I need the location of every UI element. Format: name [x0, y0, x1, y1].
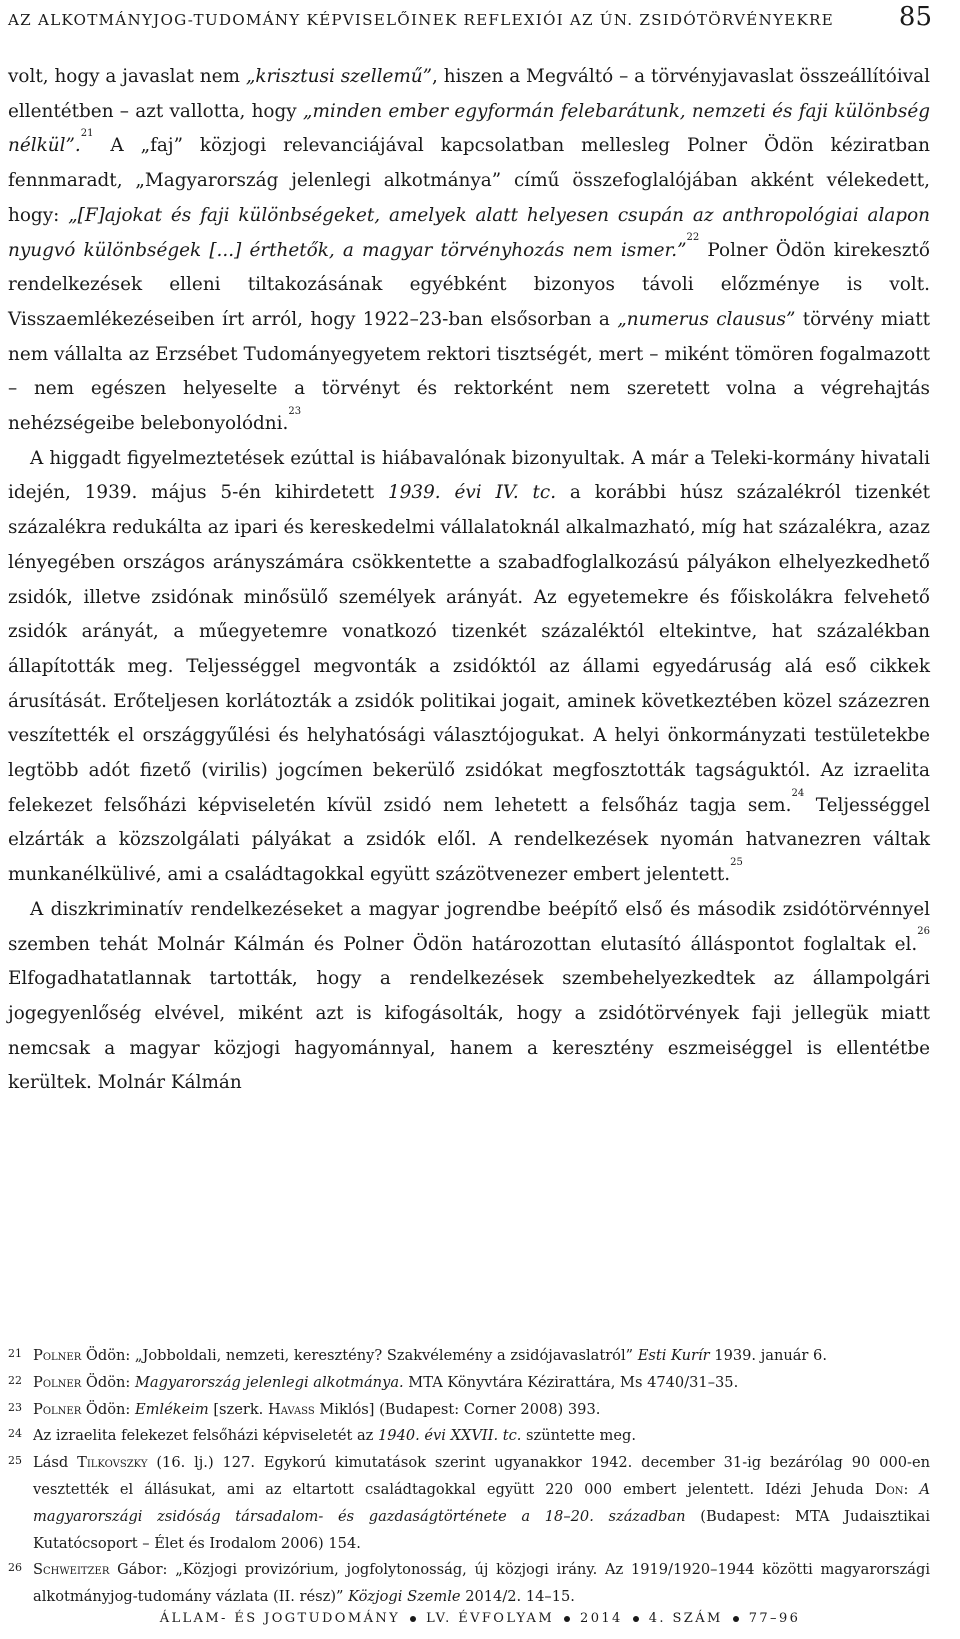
footnote-24 — [8, 1423, 930, 1450]
text-run: Teljességgel elzárták a közszolgálati pályákat a zsidók elől. A rendelkezések nyomán hatvanezren váltak munkanélkülivé, ami a családtagokkal együtt százötvenezer embert jelentett. — [8, 794, 931, 886]
text-run: Elfogadhatatlannak tartották, hogy a rendelkezések szembehelyezkedtek az állampolgári jogegyenlőség elvével, miként azt is kifogásolták, hogy a zsidótörvények faji jellegük miatt nemcsak a magyar közjogi hagyománnyal, hanem a keresztény eszmeiséggel is ellentétbe kerültek. Molnár Kálmán — [8, 968, 930, 1094]
footnote-author: Polner — [33, 1347, 82, 1364]
footnote-ref: 22 — [686, 232, 700, 244]
footnote-ref: 21 — [80, 128, 94, 140]
footnote-text: 1939. január 6. — [709, 1347, 827, 1364]
footnote-25 — [8, 1450, 930, 1557]
paragraph-3 — [8, 893, 930, 1101]
footnote-26 — [8, 1557, 930, 1611]
footnote-22 — [8, 1370, 930, 1397]
footnote-italic: Emlékeim — [134, 1400, 209, 1418]
footnote-text: [szerk. — [208, 1400, 268, 1418]
footnote-number: 23 — [8, 1400, 22, 1414]
footnote-text: 2014/2. 14–15. — [460, 1588, 575, 1606]
footnote-author: Don — [874, 1480, 904, 1498]
footnote-number: 26 — [8, 1561, 22, 1575]
footnote-text: Ödön: — [81, 1400, 135, 1418]
bullet-separator — [410, 1616, 416, 1622]
text-run: volt, hogy a javaslat nem — [8, 66, 246, 87]
footnote-number: 25 — [8, 1454, 22, 1468]
text-run: Polner Ödön kirekesztő rendelkezések elleni tiltakozásának egyébként bizonyos távoli előzménye is volt. Visszaemlékezéseiben írt arról, hogy 1922–23-ban elsősorban a — [8, 239, 930, 330]
footnote-editor: Havass — [267, 1400, 315, 1418]
quote-italic: „[F]ajokat és faji különbségeket, amelyek alatt helyesen csupán az anthropológiai alapon nyugvó különbségek [...] érthetők, a magyar törvényhozás nem ismer.” — [8, 204, 930, 261]
bullet-separator — [633, 1616, 639, 1622]
journal-footer — [0, 1611, 960, 1626]
footnote-author: Schweitzer — [33, 1561, 110, 1579]
text-run: , hiszen a Megváltó – a törvényjavaslat összeállítóival ellentétben – azt vallotta, hogy — [8, 66, 930, 122]
year: 2014 — [580, 1611, 623, 1626]
footnote-23 — [8, 1397, 930, 1424]
text-run: A diszkriminatív rendelkezéseket a magyar jogrendbe beépítő első és második zsidótörvénnyel szemben tehát Molnár Kálmán és Polner Ödön határozottan elutasító álláspontot foglaltak el. — [8, 898, 930, 955]
footnote-text: Ödön: „Jobboldali, nemzeti, keresztény? Szakvélemény a zsidójavaslatról” — [81, 1347, 638, 1364]
footnote-italic: A magyarországi zsidóság társadalom- és gazdaságtörténete a 18–20. században — [33, 1480, 930, 1525]
law-citation-italic: 1939. évi IV. tc. — [388, 482, 557, 504]
paragraph-2 — [8, 442, 930, 893]
footnote-ref: 26 — [917, 926, 930, 938]
volume: LV. ÉVFOLYAM — [426, 1611, 555, 1626]
footnote-number: 21 — [8, 1347, 22, 1360]
footnote-ref: 25 — [730, 857, 743, 869]
quote-italic: „krisztusi szellemű” — [245, 66, 433, 87]
page-number: 85 — [898, 2, 932, 32]
footnote-text: Az izraelita felekezet felsőházi képviseletét az — [33, 1427, 378, 1445]
footnote-21 — [8, 1343, 930, 1370]
quote-italic: „numerus clausus” — [617, 308, 796, 330]
text-run: a korábbi húsz százalékról tizenkét százalékra redukálta az ipari és kereskedelmi vállalatoknál alkalmazható, míg hat százalékra, azaz lényegében országos arányszámára csökkentette a szabadfoglalkozású pályákon elhelyezkedhető zsidók, illetve zsidónak minősülő személyek arányát. Az egyetemekre és főiskolákra felvehető zsidók arányát, a műegyetemre vonatkozó tizenkét százaléktól eltekintve, hat százalékban állapították meg. Teljességgel megvonták a zsidóktól az állami egyedáruság alá eső cikkek árusítását. Erőteljesen korlátozták a zsidók politikai jogait, aminek következtében közel százezren veszítették el országgyűlési és helyhatósági választójogukat. A helyi önkormányzati testületekbe legtöbb adót fizető (virilis) jogcímen bekerülő zsidókat megfosztották tagságuktól. Az izraelita felekezet felsőházi képviseletén kívül zsidó nem lehetett a felsőház tagja sem. — [8, 482, 930, 816]
bullet-separator — [733, 1616, 739, 1622]
footnote-text: szüntette meg. — [521, 1427, 636, 1445]
footnote-italic: Magyarország jelenlegi alkotmánya. — [134, 1373, 404, 1391]
footnote-ref: 24 — [791, 787, 805, 799]
text-run: törvény miatt nem vállalta az Erzsébet Tudományegyetem rektori tisztségét, mert – miként tömören fogalmazott – nem egészen helyeselte a törvényt és rektorként nem szeretett volna a végrehajtás nehézségeibe belebonyolódni. — [8, 308, 930, 435]
running-title: AZ ALKOTMÁNYJOG-TUDOMÁNY KÉPVISELŐINEK REFLEXIÓI AZ ÚN. ZSIDÓTÖRVÉNYEKRE — [8, 11, 834, 29]
quote-italic: „minden ember egyformán felebarátunk, nemzeti és faji különbség nélkül”. — [8, 100, 930, 157]
footnote-text: Lásd — [33, 1454, 78, 1472]
footnotes — [8, 1343, 930, 1611]
footnote-number: 22 — [8, 1373, 22, 1387]
footnote-author: Polner — [33, 1373, 82, 1391]
running-header — [8, 2, 932, 32]
footnote-ref: 23 — [288, 405, 302, 417]
page-range: 77–96 — [748, 1611, 801, 1626]
footnote-text: (16. lj.) 127. Egykorú kimutatások szerint ugyanakkor 1942. december 31-ig bezárólag 90 000-en vesztették el állásukat, ami az eltartott családtagokkal együtt 220 000 embert jelentett. Idézi Jehuda — [33, 1454, 930, 1498]
footnote-text: (Budapest: MTA Judaisztikai Kutatócsoport – Élet és Irodalom 2006) 154. — [33, 1507, 930, 1552]
footnote-author: Polner — [33, 1400, 82, 1418]
issue: 4. SZÁM — [648, 1611, 723, 1626]
footnote-text: Ödön: — [81, 1373, 135, 1391]
footnote-author: Tilkovszky — [77, 1454, 148, 1472]
text-run: A „faj” közjogi relevanciájával kapcsolatban mellesleg Polner Ödön kéziratban fennmaradt, „Magyarország jelenlegi alkotmánya” című összefoglalójában akként vélekedett, hogy: — [8, 135, 930, 226]
footnote-text: MTA Könyvtára Kézirattára, Ms 4740/31–35. — [403, 1373, 739, 1391]
journal-name: ÁLLAM- ÉS JOGTUDOMÁNY — [159, 1611, 401, 1626]
footnote-italic: Közjogi Szemle — [348, 1588, 461, 1606]
paragraph-1 — [8, 60, 930, 442]
footnote-text: Miklós] (Budapest: Corner 2008) 393. — [314, 1400, 601, 1418]
text-run: A higgadt figyelmeztetések ezúttal is hiábavalónak bizonyultak. A már a Teleki-kormány hivatali idején, 1939. május 5-én kihirdetett — [8, 447, 930, 504]
footnote-text: : — [903, 1480, 920, 1498]
footnote-text: Gábor: „Közjogi provizórium, jogfolytonosság, új közjogi irány. Az 1919/1920–1944 közötti magyarországi alkotmányjog-tudomány vázlata (II. rész)” — [33, 1561, 930, 1606]
footnote-italic: 1940. évi XXVII. tc. — [378, 1427, 522, 1445]
footnote-italic: Esti Kurír — [637, 1347, 710, 1364]
body-text — [8, 60, 930, 1101]
footnote-number: 24 — [8, 1427, 22, 1441]
bullet-separator — [564, 1616, 570, 1622]
